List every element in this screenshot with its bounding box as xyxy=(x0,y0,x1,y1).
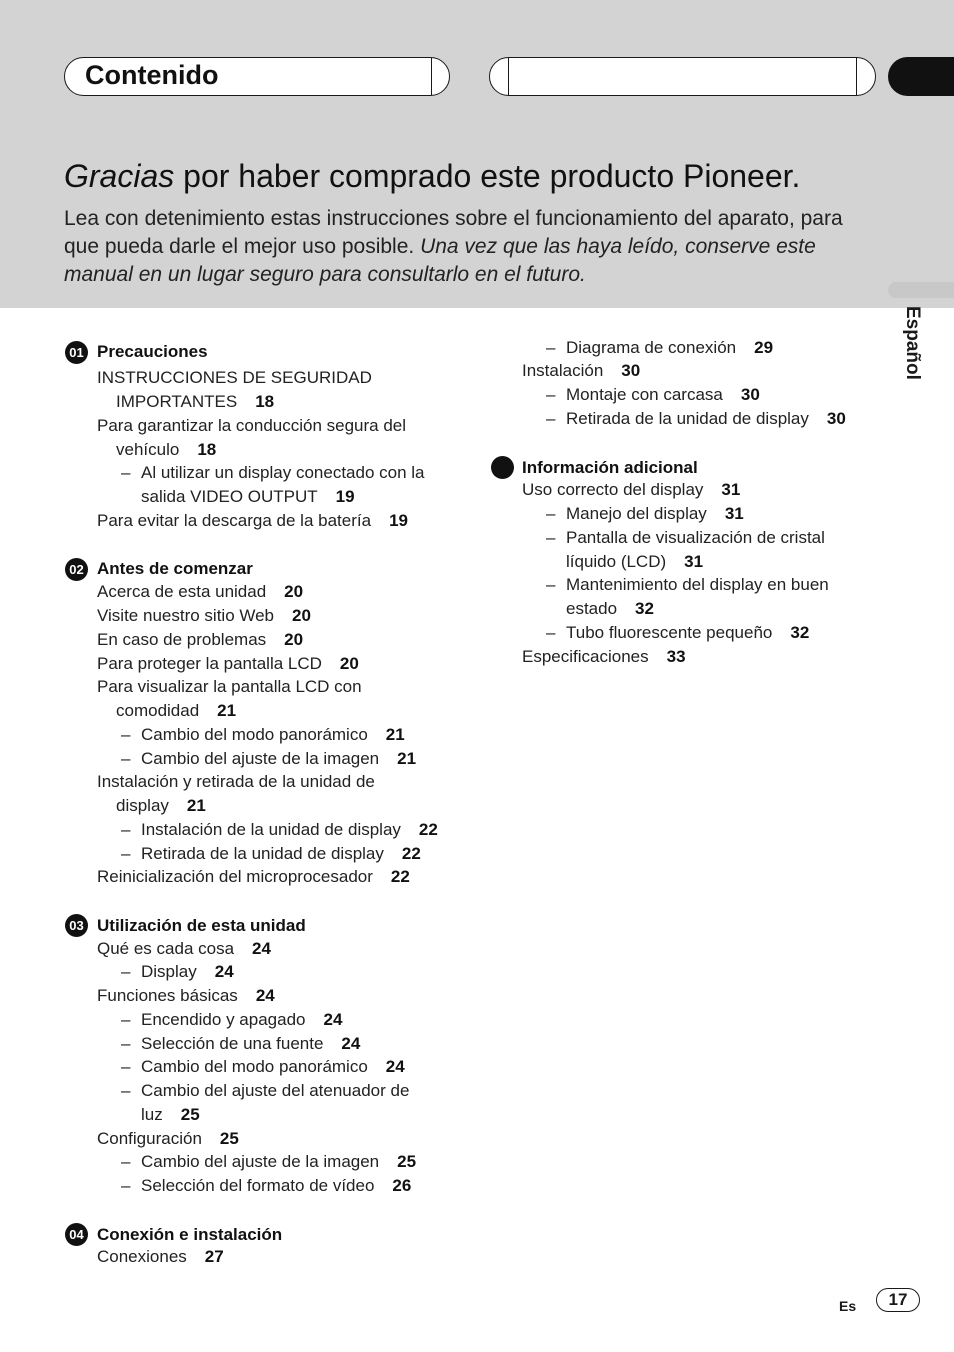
section-title: Contenido xyxy=(85,60,219,90)
toc-entry[interactable]: Instalación y retirada de la unidad de xyxy=(97,772,375,791)
headline-italic: Gracias xyxy=(64,158,175,194)
section-badge-02: 02 xyxy=(65,558,88,581)
toc-subentry[interactable]: líquido (LCD) 31 xyxy=(566,552,704,571)
toc-subentry[interactable]: estado 32 xyxy=(566,599,654,618)
toc-entry[interactable]: comodidad 21 xyxy=(116,701,237,720)
toc-entry[interactable]: Qué es cada cosa 24 xyxy=(97,939,271,958)
toc-entry[interactable]: Para proteger la pantalla LCD 20 xyxy=(97,654,359,673)
section-badge-01: 01 xyxy=(65,341,88,364)
section-badge-04: 04 xyxy=(65,1223,88,1246)
toc-subentry[interactable]: – Selección de una fuente 24 xyxy=(121,1034,361,1053)
toc-subentry[interactable]: – Cambio del modo panorámico 24 xyxy=(121,1057,405,1076)
gray-edge-tab xyxy=(888,282,954,298)
toc-entry[interactable]: Instalación 30 xyxy=(522,361,641,380)
section-badge-03: 03 xyxy=(65,914,88,937)
toc-entry[interactable]: display 21 xyxy=(116,796,206,815)
toc-entry[interactable]: Para garantizar la conducción segura del xyxy=(97,416,407,435)
toc-entry[interactable]: Reinicialización del microprocesador 22 xyxy=(97,867,410,886)
toc-subentry[interactable]: – Manejo del display 31 xyxy=(546,504,744,523)
toc-entry[interactable]: Acerca de esta unidad 20 xyxy=(97,582,304,601)
intro-paragraph xyxy=(64,205,864,289)
toc-entry[interactable]: vehículo 18 xyxy=(116,440,217,459)
toc-subentry[interactable]: – Cambio del ajuste del atenuador de xyxy=(121,1081,410,1100)
toc-entry[interactable]: En caso de problemas 20 xyxy=(97,630,304,649)
page-number: 17 xyxy=(876,1288,920,1312)
toc-entry[interactable]: Para evitar la descarga de la batería 19 xyxy=(97,511,408,530)
toc-entry[interactable]: IMPORTANTES 18 xyxy=(116,392,275,411)
toc-subentry[interactable]: – Montaje con carcasa 30 xyxy=(546,385,760,404)
section-heading-utilizacion[interactable]: Utilización de esta unidad xyxy=(97,916,306,935)
toc-subentry[interactable]: luz 25 xyxy=(141,1105,200,1124)
toc-subentry[interactable]: – Cambio del modo panorámico 21 xyxy=(121,725,405,744)
toc-subentry[interactable]: – Tubo fluorescente pequeño 32 xyxy=(546,623,810,642)
toc-subentry[interactable]: – Display 24 xyxy=(121,962,234,981)
toc-subentry[interactable]: – Retirada de la unidad de display 30 xyxy=(546,409,846,428)
toc-subentry[interactable]: – Mantenimiento del display en buen xyxy=(546,575,829,594)
toc-entry[interactable]: Especificaciones 33 xyxy=(522,647,686,666)
section-heading-precauciones[interactable]: Precauciones xyxy=(97,342,208,361)
section-heading-antes-de-comenzar[interactable]: Antes de comenzar xyxy=(97,559,253,578)
toc-subentry[interactable]: – Retirada de la unidad de display 22 xyxy=(121,844,421,863)
section-title-box xyxy=(64,57,450,96)
toc-subentry[interactable]: – Cambio del ajuste de la imagen 25 xyxy=(121,1152,417,1171)
section-badge-appendix xyxy=(491,456,514,479)
title-box-divider xyxy=(431,58,432,95)
toc-entry[interactable]: Visite nuestro sitio Web 20 xyxy=(97,606,311,625)
toc-subentry[interactable]: – Diagrama de conexión 29 xyxy=(546,338,774,357)
blank-tab-box xyxy=(489,57,876,96)
toc-entry[interactable]: Conexiones 27 xyxy=(97,1247,224,1266)
intro-italic: Una vez que las haya leído, conserve este manual en un lugar seguro para consultarlo en el futuro. xyxy=(64,235,816,286)
toc-entry[interactable]: INSTRUCCIONES DE SEGURIDAD xyxy=(97,368,372,387)
language-side-label: Español xyxy=(902,306,923,380)
toc-entry[interactable]: Uso correcto del display 31 xyxy=(522,480,741,499)
toc-subentry[interactable]: salida VIDEO OUTPUT 19 xyxy=(141,487,355,506)
toc-subentry[interactable]: – Cambio del ajuste de la imagen 21 xyxy=(121,749,417,768)
black-edge-tab xyxy=(888,57,954,96)
toc-subentry[interactable]: – Selección del formato de vídeo 26 xyxy=(121,1176,412,1195)
toc-entry[interactable]: Configuración 25 xyxy=(97,1129,239,1148)
toc-entry[interactable]: Funciones básicas 24 xyxy=(97,986,275,1005)
footer-language-code: Es xyxy=(839,1298,857,1314)
toc-subentry[interactable]: – Al utilizar un display conectado con la xyxy=(121,463,425,482)
toc-entry[interactable]: Para visualizar la pantalla LCD con xyxy=(97,677,362,696)
toc-subentry[interactable]: – Encendido y apagado 24 xyxy=(121,1010,343,1029)
section-heading-conexion[interactable]: Conexión e instalación xyxy=(97,1225,283,1244)
headline-rest: por haber comprado este producto Pioneer. xyxy=(174,158,801,194)
section-heading-informacion-adicional[interactable]: Información adicional xyxy=(522,458,698,477)
intro-plain: Lea con detenimiento estas instrucciones sobre el funcionamiento del aparato, para que pueda darle el mejor uso posible. xyxy=(64,207,843,258)
headline xyxy=(64,158,800,195)
toc-subentry[interactable]: – Pantalla de visualización de cristal xyxy=(546,528,825,547)
toc-subentry[interactable]: – Instalación de la unidad de display 22 xyxy=(121,820,438,839)
